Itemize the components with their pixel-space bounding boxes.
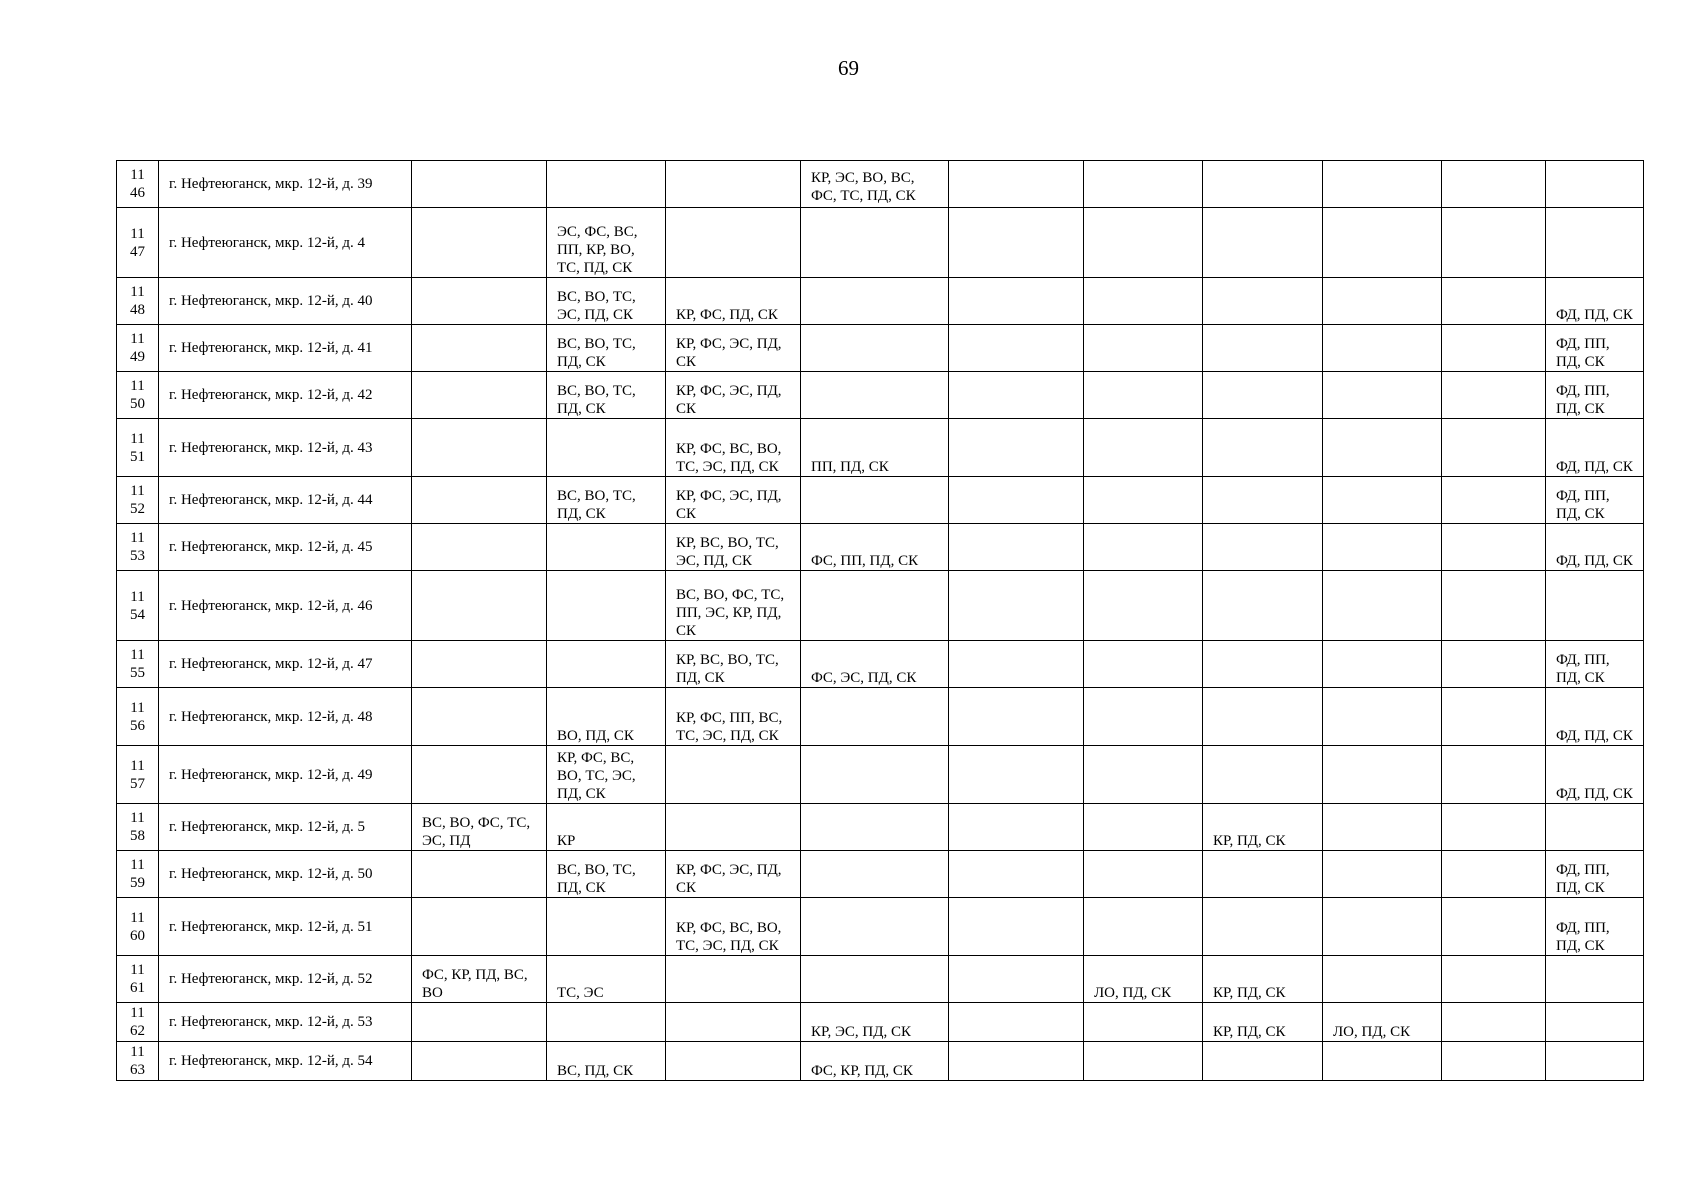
- work-codes-cell: [1323, 641, 1442, 688]
- row-number: [117, 161, 159, 208]
- work-codes-cell: [1323, 161, 1442, 208]
- work-codes-cell: ФД, ПП, ПД, СК: [1546, 898, 1644, 956]
- work-codes-cell: ВС, ВО, ТС, ПД, СК: [547, 372, 666, 419]
- row-number: [117, 208, 159, 278]
- work-codes-cell: [1442, 746, 1546, 804]
- work-codes-cell: [801, 571, 949, 641]
- work-codes-cell: КР, ФС, ПД, СК: [666, 278, 801, 325]
- row-number: [117, 851, 159, 898]
- row-number-part: 58: [130, 828, 145, 844]
- row-number: [117, 641, 159, 688]
- table-row: [117, 956, 1644, 1003]
- table-row: [117, 851, 1644, 898]
- work-codes-cell: [949, 1003, 1084, 1042]
- work-codes-cell: [949, 898, 1084, 956]
- work-codes-cell: [1203, 688, 1323, 746]
- work-codes-cell: [547, 161, 666, 208]
- row-number-part: 11: [130, 699, 145, 716]
- address-cell: г. Нефтеюганск, мкр. 12-й, д. 50: [159, 851, 412, 898]
- row-number: [117, 524, 159, 571]
- work-codes-cell: [801, 804, 949, 851]
- address-cell: г. Нефтеюганск, мкр. 12-й, д. 5: [159, 804, 412, 851]
- row-number-part: 11: [130, 331, 145, 347]
- work-codes-cell: [1546, 804, 1644, 851]
- row-number-part: 11: [130, 909, 145, 926]
- row-number: [117, 1042, 159, 1081]
- row-number-part: 47: [130, 243, 145, 260]
- work-codes-cell: [1323, 851, 1442, 898]
- work-codes-cell: [666, 1042, 801, 1081]
- work-codes-cell: ФД, ПП, ПД, СК: [1546, 372, 1644, 419]
- work-codes-cell: [412, 524, 547, 571]
- work-codes-cell: ФД, ПП, ПД, СК: [1546, 851, 1644, 898]
- work-codes-cell: [1323, 1042, 1442, 1081]
- row-number-part: 61: [130, 980, 145, 996]
- work-codes-cell: [1442, 688, 1546, 746]
- work-codes-cell: КР, ПД, СК: [1203, 804, 1323, 851]
- work-codes-cell: [949, 571, 1084, 641]
- address-cell: г. Нефтеюганск, мкр. 12-й, д. 41: [159, 325, 412, 372]
- work-codes-cell: [1323, 956, 1442, 1003]
- work-codes-cell: ВС, ВО, ФС, ТС, ПП, ЭС, КР, ПД, СК: [666, 571, 801, 641]
- work-codes-cell: [1084, 325, 1203, 372]
- work-codes-cell: [1203, 325, 1323, 372]
- work-codes-cell: [1323, 208, 1442, 278]
- work-codes-cell: ВО, ПД, СК: [547, 688, 666, 746]
- work-codes-cell: [1442, 804, 1546, 851]
- work-codes-cell: [1084, 571, 1203, 641]
- work-codes-cell: [666, 746, 801, 804]
- work-codes-cell: [949, 419, 1084, 477]
- work-codes-cell: [1203, 641, 1323, 688]
- work-codes-cell: КР, ФС, ЭС, ПД, СК: [666, 325, 801, 372]
- work-codes-cell: [1442, 278, 1546, 325]
- work-codes-cell: [1084, 524, 1203, 571]
- row-number-part: 63: [130, 1062, 145, 1078]
- work-codes-cell: КР, ФС, ЭС, ПД, СК: [666, 372, 801, 419]
- work-codes-cell: [1323, 804, 1442, 851]
- work-codes-cell: [1442, 524, 1546, 571]
- work-codes-cell: [1084, 851, 1203, 898]
- work-codes-cell: [949, 524, 1084, 571]
- work-codes-cell: [1442, 898, 1546, 956]
- address-cell: г. Нефтеюганск, мкр. 12-й, д. 40: [159, 278, 412, 325]
- work-codes-cell: [412, 161, 547, 208]
- address-cell: г. Нефтеюганск, мкр. 12-й, д. 53: [159, 1003, 412, 1042]
- row-number: [117, 1003, 159, 1042]
- work-codes-cell: [801, 325, 949, 372]
- work-codes-cell: [949, 208, 1084, 278]
- work-codes-cell: [1084, 161, 1203, 208]
- work-codes-cell: [412, 746, 547, 804]
- work-codes-cell: КР, ВС, ВО, ТС, ПД, СК: [666, 641, 801, 688]
- row-number-part: 46: [130, 185, 145, 201]
- work-codes-cell: [949, 746, 1084, 804]
- work-codes-cell: [1084, 419, 1203, 477]
- work-codes-cell: ЭС, ФС, ВС, ПП, КР, ВО, ТС, ПД, СК: [547, 208, 666, 278]
- row-number-part: 59: [130, 875, 145, 891]
- work-codes-cell: [666, 1003, 801, 1042]
- work-codes-cell: [949, 278, 1084, 325]
- work-codes-cell: [412, 571, 547, 641]
- table-row: [117, 372, 1644, 419]
- work-codes-cell: [1084, 278, 1203, 325]
- work-codes-cell: ПП, ПД, СК: [801, 419, 949, 477]
- table-row: [117, 278, 1644, 325]
- address-cell: г. Нефтеюганск, мкр. 12-й, д. 42: [159, 372, 412, 419]
- row-number-part: 11: [130, 962, 145, 978]
- table-row: [117, 688, 1644, 746]
- work-codes-cell: [1323, 278, 1442, 325]
- work-codes-cell: [1084, 1003, 1203, 1042]
- address-cell: г. Нефтеюганск, мкр. 12-й, д. 48: [159, 688, 412, 746]
- work-codes-cell: [1084, 1042, 1203, 1081]
- work-codes-cell: [949, 325, 1084, 372]
- work-codes-cell: ВС, ВО, ТС, ПД, СК: [547, 477, 666, 524]
- work-codes-cell: [412, 325, 547, 372]
- work-codes-cell: ВС, ВО, ТС, ПД, СК: [547, 851, 666, 898]
- work-codes-cell: КР, ЭС, ВО, ВС, ФС, ТС, ПД, СК: [801, 161, 949, 208]
- work-codes-cell: [1203, 1042, 1323, 1081]
- work-codes-cell: [801, 208, 949, 278]
- row-number-part: 49: [130, 349, 145, 365]
- work-codes-cell: [1546, 571, 1644, 641]
- table-row: [117, 1042, 1644, 1081]
- table-row: [117, 161, 1644, 208]
- work-codes-cell: [1203, 372, 1323, 419]
- work-codes-cell: [1203, 161, 1323, 208]
- row-number-part: 55: [130, 665, 145, 681]
- work-codes-cell: ФС, ЭС, ПД, СК: [801, 641, 949, 688]
- work-codes-cell: [1442, 161, 1546, 208]
- work-codes-cell: [949, 372, 1084, 419]
- work-codes-cell: [412, 208, 547, 278]
- work-codes-cell: ФД, ПД, СК: [1546, 746, 1644, 804]
- row-number-part: 53: [130, 548, 145, 564]
- work-codes-cell: [412, 1042, 547, 1081]
- work-codes-cell: [666, 161, 801, 208]
- work-codes-cell: [412, 372, 547, 419]
- table-row: [117, 571, 1644, 641]
- row-number-part: 48: [130, 302, 145, 318]
- row-number-part: 57: [130, 775, 145, 792]
- work-codes-cell: [1084, 898, 1203, 956]
- row-number: [117, 804, 159, 851]
- work-codes-cell: [1084, 641, 1203, 688]
- row-number-part: 11: [130, 647, 145, 663]
- row-number-part: 11: [130, 284, 145, 300]
- work-codes-cell: [412, 898, 547, 956]
- address-cell: г. Нефтеюганск, мкр. 12-й, д. 39: [159, 161, 412, 208]
- work-codes-cell: [1203, 278, 1323, 325]
- work-codes-cell: КР, ФС, ЭС, ПД, СК: [666, 851, 801, 898]
- work-codes-cell: ФД, ПП, ПД, СК: [1546, 325, 1644, 372]
- row-number: [117, 477, 159, 524]
- work-codes-cell: [1084, 208, 1203, 278]
- work-codes-cell: [1203, 746, 1323, 804]
- work-codes-cell: [1323, 477, 1442, 524]
- row-number-part: 11: [130, 430, 145, 447]
- row-number: [117, 419, 159, 477]
- row-number-part: 56: [130, 717, 145, 734]
- work-codes-cell: [1442, 325, 1546, 372]
- row-number-part: 11: [130, 225, 145, 242]
- work-codes-cell: [801, 372, 949, 419]
- work-codes-cell: [1203, 419, 1323, 477]
- address-cell: г. Нефтеюганск, мкр. 12-й, д. 4: [159, 208, 412, 278]
- work-codes-cell: [547, 419, 666, 477]
- work-codes-cell: [1442, 477, 1546, 524]
- work-codes-cell: [1203, 898, 1323, 956]
- address-cell: г. Нефтеюганск, мкр. 12-й, д. 49: [159, 746, 412, 804]
- table-row: [117, 325, 1644, 372]
- work-codes-cell: [1442, 1042, 1546, 1081]
- work-codes-cell: [666, 956, 801, 1003]
- work-codes-cell: [1323, 746, 1442, 804]
- table-body: [117, 161, 1644, 1081]
- row-number-part: 11: [130, 1044, 145, 1060]
- work-codes-cell: [801, 688, 949, 746]
- row-number: [117, 746, 159, 804]
- work-codes-cell: КР, ФС, ВС, ВО, ТС, ЭС, ПД, СК: [547, 746, 666, 804]
- work-codes-cell: ВС, ВО, ТС, ЭС, ПД, СК: [547, 278, 666, 325]
- work-codes-cell: [949, 161, 1084, 208]
- work-codes-cell: [547, 1003, 666, 1042]
- row-number: [117, 372, 159, 419]
- work-codes-cell: ФД, ПД, СК: [1546, 419, 1644, 477]
- work-codes-cell: [412, 688, 547, 746]
- work-codes-cell: [1442, 956, 1546, 1003]
- work-codes-cell: ФС, КР, ПД, СК: [801, 1042, 949, 1081]
- work-codes-cell: [801, 746, 949, 804]
- work-codes-cell: КР, ВС, ВО, ТС, ЭС, ПД, СК: [666, 524, 801, 571]
- work-codes-cell: ФД, ПП, ПД, СК: [1546, 641, 1644, 688]
- work-codes-cell: КР, ФС, ПП, ВС, ТС, ЭС, ПД, СК: [666, 688, 801, 746]
- work-codes-cell: КР: [547, 804, 666, 851]
- table-row: [117, 477, 1644, 524]
- row-number-part: 52: [130, 501, 145, 517]
- address-cell: г. Нефтеюганск, мкр. 12-й, д. 45: [159, 524, 412, 571]
- work-codes-cell: [1442, 372, 1546, 419]
- work-codes-cell: ФД, ПП, ПД, СК: [1546, 477, 1644, 524]
- table-row: [117, 641, 1644, 688]
- work-codes-cell: ЛО, ПД, СК: [1323, 1003, 1442, 1042]
- address-cell: г. Нефтеюганск, мкр. 12-й, д. 51: [159, 898, 412, 956]
- work-codes-cell: [949, 477, 1084, 524]
- row-number-part: 11: [130, 167, 145, 183]
- work-codes-cell: ФС, ПП, ПД, СК: [801, 524, 949, 571]
- work-codes-cell: [1323, 325, 1442, 372]
- work-codes-cell: КР, ПД, СК: [1203, 1003, 1323, 1042]
- address-cell: г. Нефтеюганск, мкр. 12-й, д. 52: [159, 956, 412, 1003]
- table-row: [117, 524, 1644, 571]
- work-codes-cell: [1442, 851, 1546, 898]
- row-number-part: 11: [130, 857, 145, 873]
- row-number-part: 62: [130, 1023, 145, 1039]
- work-codes-cell: [1323, 571, 1442, 641]
- work-codes-cell: [801, 278, 949, 325]
- row-number-part: 50: [130, 396, 145, 412]
- row-number-part: 11: [130, 483, 145, 499]
- work-codes-cell: [1442, 419, 1546, 477]
- row-number-part: 11: [130, 530, 145, 546]
- work-codes-cell: [1323, 524, 1442, 571]
- row-number: [117, 571, 159, 641]
- work-codes-cell: ФД, ПД, СК: [1546, 688, 1644, 746]
- address-cell: г. Нефтеюганск, мкр. 12-й, д. 44: [159, 477, 412, 524]
- work-codes-cell: [1084, 688, 1203, 746]
- work-codes-cell: [949, 956, 1084, 1003]
- work-codes-cell: [1084, 372, 1203, 419]
- table-row: [117, 804, 1644, 851]
- work-codes-cell: ФС, КР, ПД, ВС, ВО: [412, 956, 547, 1003]
- work-codes-cell: [412, 1003, 547, 1042]
- address-cell: г. Нефтеюганск, мкр. 12-й, д. 43: [159, 419, 412, 477]
- work-codes-cell: [412, 419, 547, 477]
- work-codes-cell: [412, 477, 547, 524]
- work-codes-cell: [801, 898, 949, 956]
- table-row: [117, 208, 1644, 278]
- work-codes-cell: [1546, 1003, 1644, 1042]
- table-row: [117, 898, 1644, 956]
- work-codes-cell: [547, 641, 666, 688]
- work-codes-cell: ФД, ПД, СК: [1546, 524, 1644, 571]
- table-row: [117, 1003, 1644, 1042]
- address-cell: г. Нефтеюганск, мкр. 12-й, д. 47: [159, 641, 412, 688]
- work-codes-cell: [412, 278, 547, 325]
- work-codes-cell: ЛО, ПД, СК: [1084, 956, 1203, 1003]
- work-codes-cell: [1546, 1042, 1644, 1081]
- row-number-part: 11: [130, 810, 145, 826]
- work-codes-cell: [1442, 208, 1546, 278]
- table-row: [117, 419, 1644, 477]
- row-number-part: 11: [130, 1005, 145, 1021]
- page-number: 69: [838, 56, 859, 80]
- work-codes-cell: [949, 688, 1084, 746]
- row-number: [117, 956, 159, 1003]
- row-number-part: 51: [130, 448, 145, 465]
- work-codes-cell: ВС, ПД, СК: [547, 1042, 666, 1081]
- row-number-part: 11: [130, 588, 145, 605]
- row-number: [117, 898, 159, 956]
- work-codes-cell: [666, 208, 801, 278]
- work-codes-cell: [949, 804, 1084, 851]
- row-number: [117, 325, 159, 372]
- work-codes-cell: [801, 477, 949, 524]
- register-table: [116, 160, 1644, 1081]
- work-codes-cell: [1442, 1003, 1546, 1042]
- work-codes-cell: [949, 1042, 1084, 1081]
- work-codes-cell: ВС, ВО, ФС, ТС, ЭС, ПД: [412, 804, 547, 851]
- row-number: [117, 688, 159, 746]
- work-codes-cell: ВС, ВО, ТС, ПД, СК: [547, 325, 666, 372]
- work-codes-cell: [1084, 746, 1203, 804]
- row-number-part: 11: [130, 757, 145, 774]
- work-codes-cell: [1323, 419, 1442, 477]
- work-codes-cell: [1203, 851, 1323, 898]
- work-codes-cell: [412, 851, 547, 898]
- work-codes-cell: [949, 641, 1084, 688]
- row-number: [117, 278, 159, 325]
- work-codes-cell: [949, 851, 1084, 898]
- work-codes-cell: КР, ФС, ЭС, ПД, СК: [666, 477, 801, 524]
- work-codes-cell: КР, ПД, СК: [1203, 956, 1323, 1003]
- work-codes-cell: [547, 524, 666, 571]
- work-codes-cell: [547, 898, 666, 956]
- work-codes-cell: [1546, 161, 1644, 208]
- work-codes-cell: ТС, ЭС: [547, 956, 666, 1003]
- row-number-part: 11: [130, 378, 145, 394]
- work-codes-cell: [1323, 372, 1442, 419]
- row-number-part: 54: [130, 606, 145, 623]
- work-codes-cell: [1084, 804, 1203, 851]
- work-codes-cell: [1323, 898, 1442, 956]
- work-codes-cell: [1442, 641, 1546, 688]
- work-codes-cell: [1084, 477, 1203, 524]
- work-codes-cell: [1203, 524, 1323, 571]
- work-codes-cell: [666, 804, 801, 851]
- work-codes-cell: [1203, 571, 1323, 641]
- work-codes-cell: [801, 851, 949, 898]
- work-codes-cell: [547, 571, 666, 641]
- address-cell: г. Нефтеюганск, мкр. 12-й, д. 46: [159, 571, 412, 641]
- work-codes-cell: [1323, 688, 1442, 746]
- work-codes-cell: [1546, 208, 1644, 278]
- work-codes-cell: [1203, 208, 1323, 278]
- work-codes-cell: [801, 956, 949, 1003]
- work-codes-cell: КР, ФС, ВС, ВО, ТС, ЭС, ПД, СК: [666, 898, 801, 956]
- work-codes-cell: КР, ФС, ВС, ВО, ТС, ЭС, ПД, СК: [666, 419, 801, 477]
- address-cell: г. Нефтеюганск, мкр. 12-й, д. 54: [159, 1042, 412, 1081]
- work-codes-cell: [1203, 477, 1323, 524]
- work-codes-cell: [1546, 956, 1644, 1003]
- work-codes-cell: [412, 641, 547, 688]
- table-row: [117, 746, 1644, 804]
- work-codes-cell: [1442, 571, 1546, 641]
- work-codes-cell: КР, ЭС, ПД, СК: [801, 1003, 949, 1042]
- work-codes-cell: ФД, ПД, СК: [1546, 278, 1644, 325]
- row-number-part: 60: [130, 927, 145, 944]
